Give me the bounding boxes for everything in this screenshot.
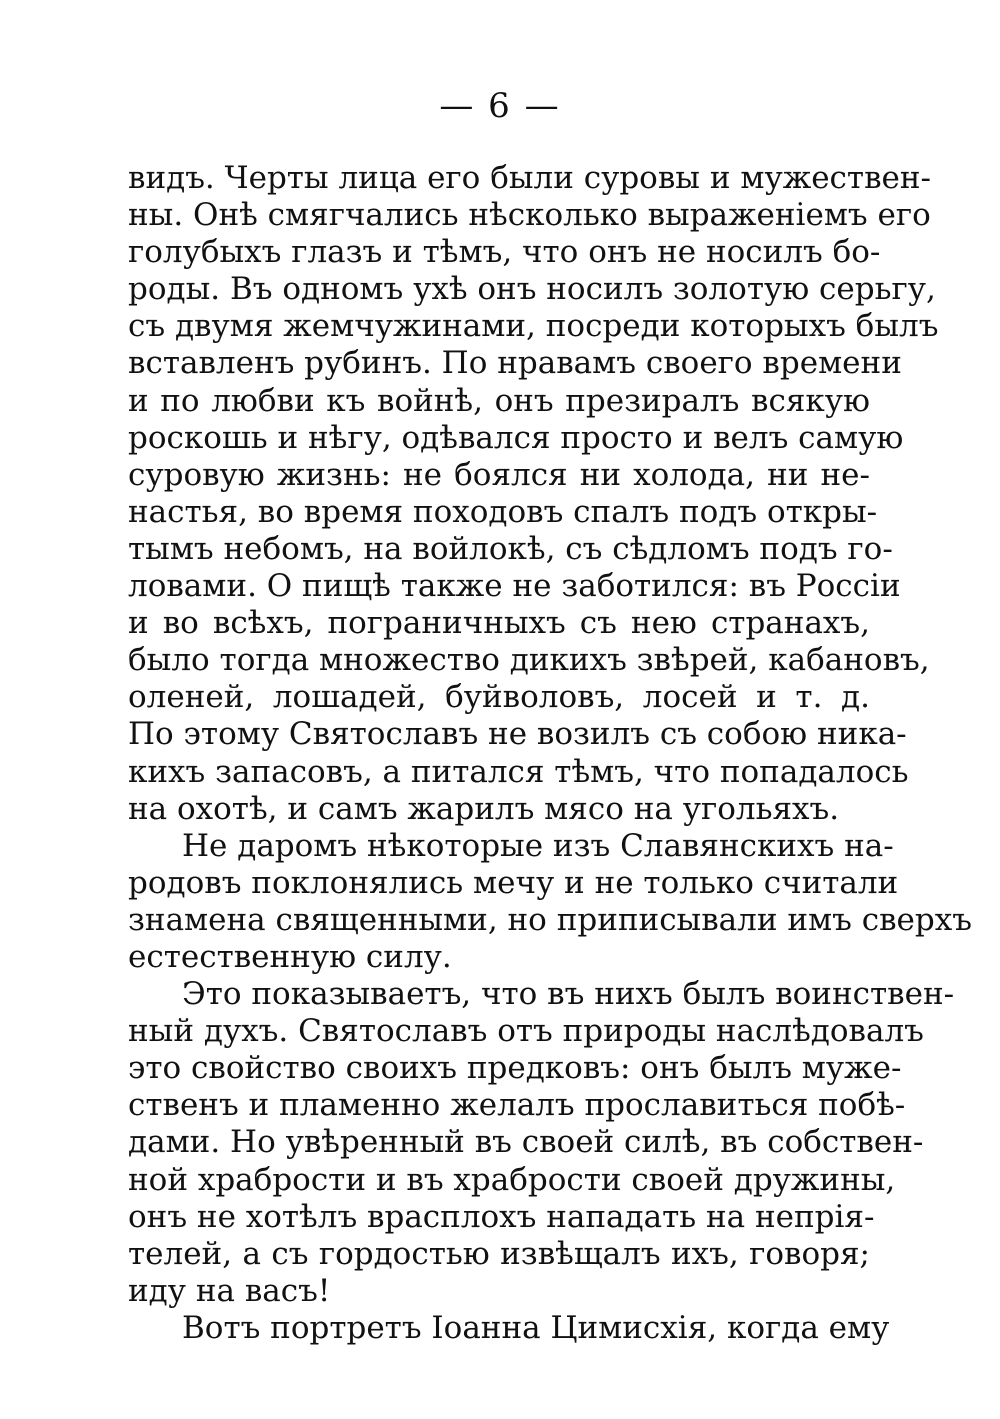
text-line: тымъ небомъ, на войлокѣ, съ сѣдломъ подъ го- bbox=[128, 530, 893, 567]
text-line: на охотѣ, и самъ жарилъ мясо на угольяхъ. bbox=[128, 790, 840, 827]
text-line: дами. Но увѣренный въ своей силѣ, въ собствен- bbox=[128, 1124, 924, 1161]
text-line: и по любви къ войнѣ, онъ презиралъ всякую bbox=[128, 382, 870, 419]
text-line: естественную силу. bbox=[128, 938, 452, 975]
paragraph-4 bbox=[128, 1309, 890, 1347]
page-number: — 6 — bbox=[439, 86, 561, 126]
body-text bbox=[128, 160, 972, 1347]
text-line: оленей, лошадей, буйволовъ, лосей и т. д. bbox=[128, 679, 870, 716]
text-line: роскошь и нѣгу, одѣвался просто и велъ самую bbox=[128, 419, 904, 456]
text-line: онъ не хотѣлъ врасплохъ нападать на непрія- bbox=[128, 1198, 875, 1235]
text-line: родовъ поклонялись мечу и не только считали bbox=[128, 864, 899, 901]
text-line: голубыхъ глазъ и тѣмъ, что онъ не носилъ бо- bbox=[128, 234, 881, 271]
text-line: суровую жизнь: не боялся ни холода, ни не- bbox=[128, 456, 870, 493]
text-line: Это показываетъ, что въ нихъ былъ воинствен- bbox=[182, 976, 955, 1013]
text-line: кихъ запасовъ, а питался тѣмъ, что попадалось bbox=[128, 753, 909, 790]
text-line: вставленъ рубинъ. По нравамъ своего времени bbox=[128, 345, 902, 382]
text-line: роды. Въ одномъ ухѣ онъ носилъ золотую серьгу, bbox=[128, 271, 936, 308]
text-line: и во всѣхъ, пограничныхъ съ нею странахъ, bbox=[128, 605, 870, 642]
text-line: Вотъ портретъ Іоанна Цимисхія, когда ему bbox=[182, 1309, 890, 1346]
text-line: видъ. Черты лица его были суровы и мужествен- bbox=[128, 160, 932, 196]
text-line: ный духъ. Святославъ отъ природы наслѣдовалъ bbox=[128, 1013, 924, 1050]
text-line: телей, а съ гордостью извѣщалъ ихъ, говоря; bbox=[128, 1235, 870, 1272]
text-line: иду на васъ! bbox=[128, 1272, 331, 1309]
text-line: Не даромъ нѣкоторые изъ Славянскихъ на- bbox=[182, 827, 894, 864]
text-line: это свойство своихъ предковъ: онъ былъ муже- bbox=[128, 1050, 902, 1087]
text-line: знамена священными, но приписывали имъ сверхъ bbox=[128, 901, 972, 938]
text-line: съ двумя жемчужинами, посреди которыхъ былъ bbox=[128, 308, 939, 345]
text-line: ной храбрости и въ храбрости своей дружины, bbox=[128, 1161, 896, 1198]
text-line: ны. Онѣ смягчались нѣсколько выраженіемъ его bbox=[128, 197, 931, 234]
paragraph-2 bbox=[128, 827, 972, 976]
text-line: ственъ и пламенно желалъ прославиться побѣ- bbox=[128, 1087, 906, 1124]
text-line: ловами. О пищѣ также не заботился: въ Россіи bbox=[128, 568, 901, 605]
paragraph-1 bbox=[128, 160, 939, 828]
paragraph-3 bbox=[128, 976, 955, 1310]
text-line: По этому Святославъ не возилъ съ собою ника- bbox=[128, 716, 907, 753]
text-line: было тогда множество дикихъ звѣрей, кабановъ, bbox=[128, 642, 930, 679]
text-line: настья, во время походовъ спалъ подъ откры- bbox=[128, 493, 878, 530]
